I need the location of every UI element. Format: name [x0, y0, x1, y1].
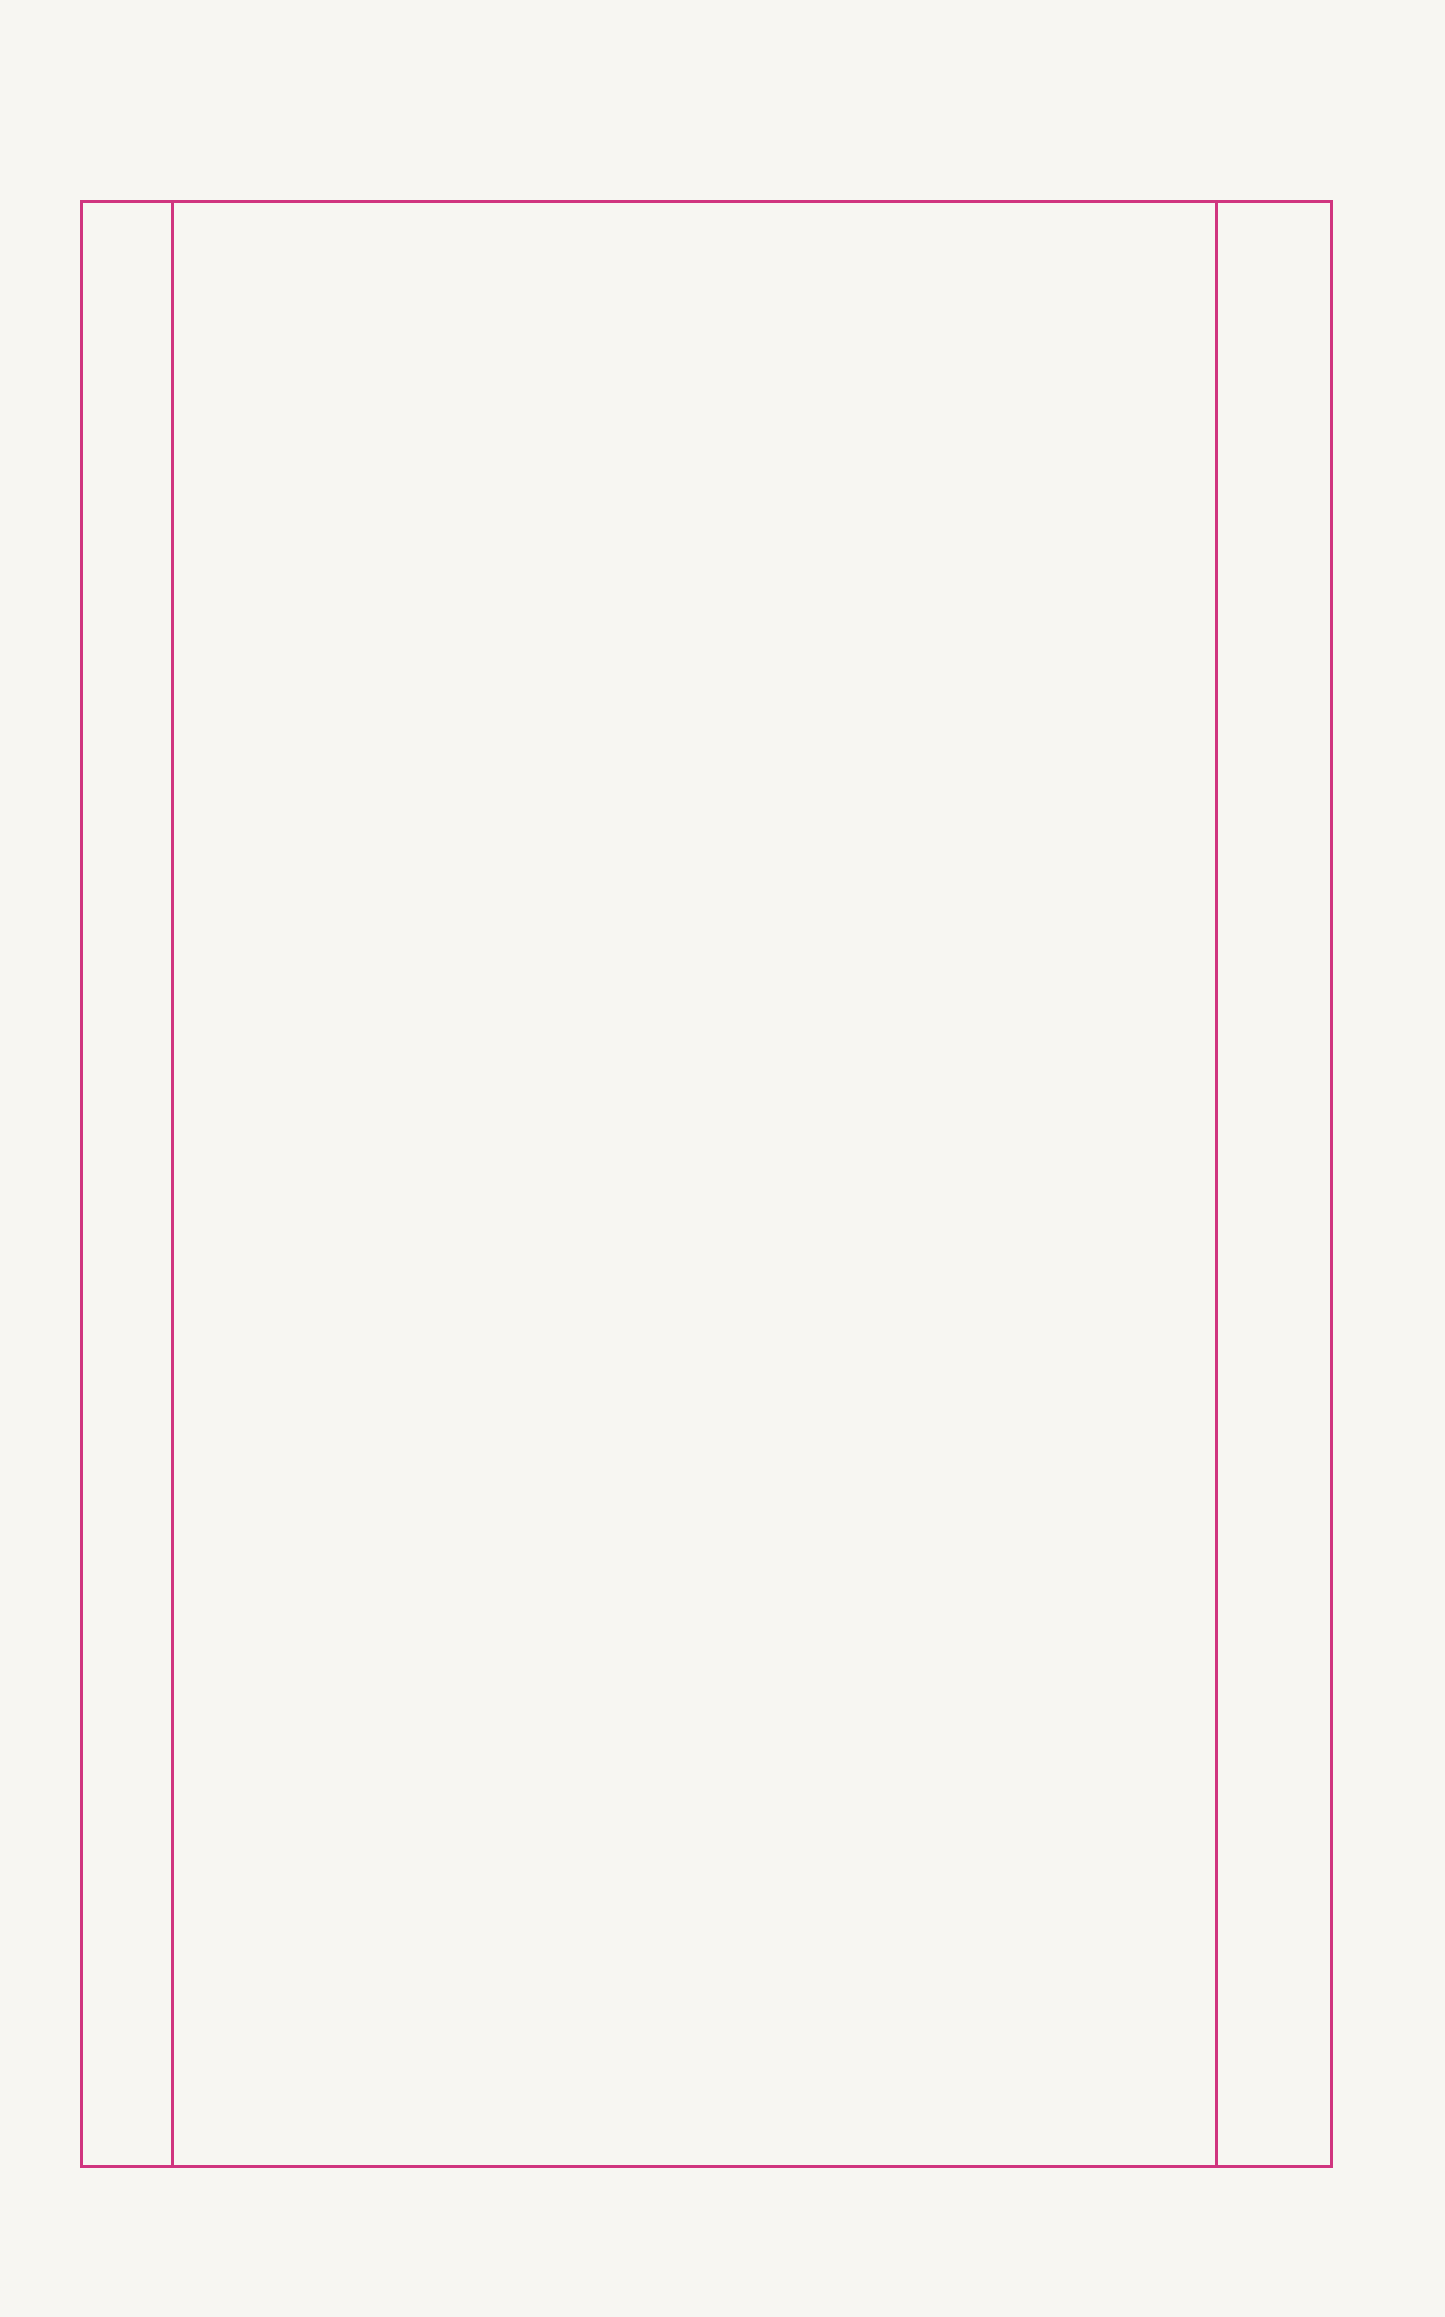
page-column-divider: [1215, 203, 1218, 2165]
table-of-contents: [80, 200, 1333, 2168]
icon-column-divider: [171, 203, 174, 2165]
